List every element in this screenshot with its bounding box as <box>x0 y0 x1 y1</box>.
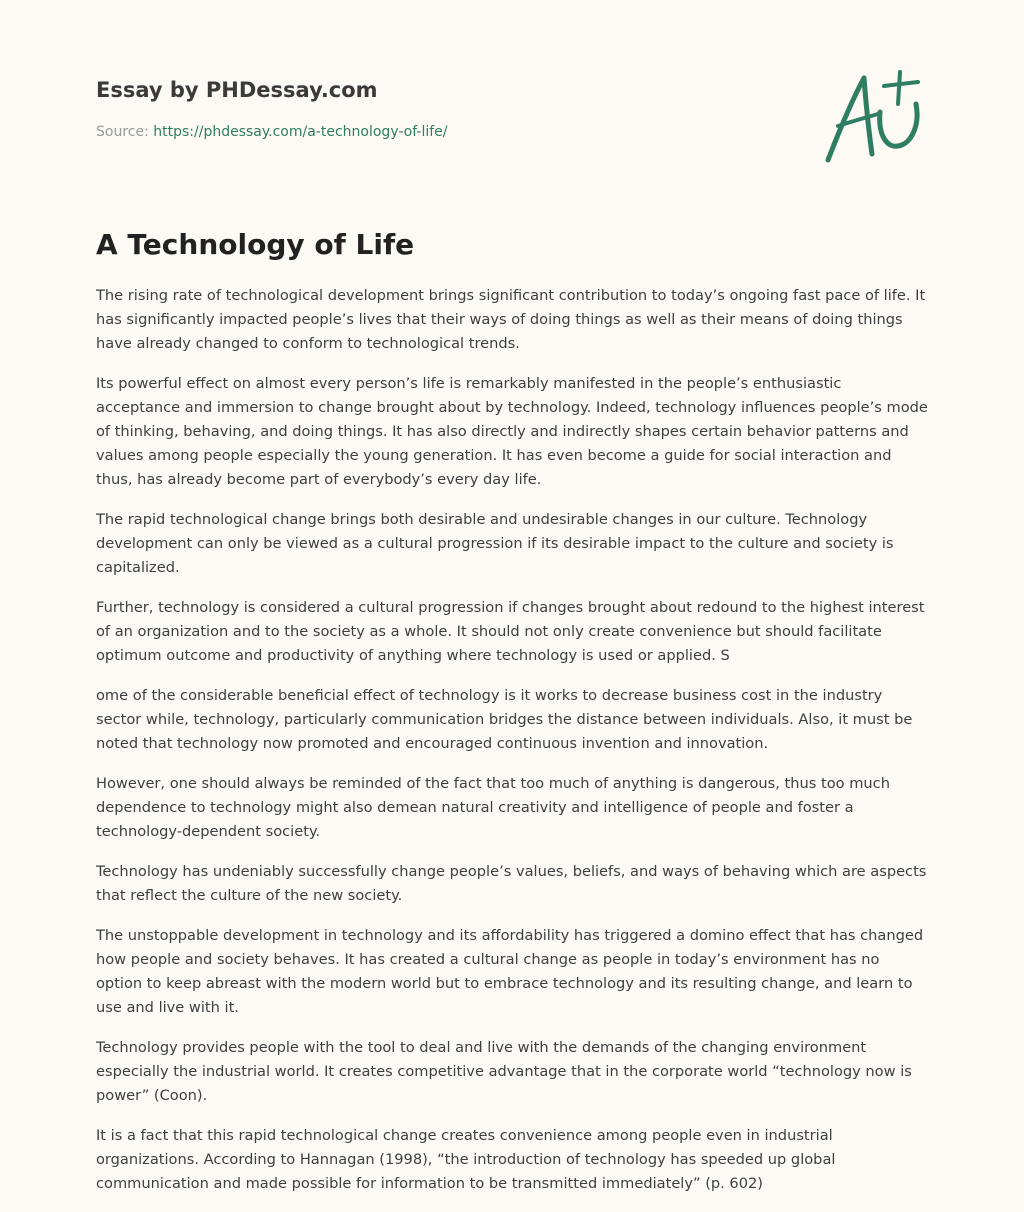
brand-title: Essay by PHDessay.com <box>96 78 378 102</box>
source-line <box>96 122 696 142</box>
paragraph: Its powerful effect on almost every person’s life is remarkably manifested in the people’s enthusiastic acceptance and immersion to change brought about by technology. Indeed, technology influences people’s mode of thinking, behaving, and doing things. It has also directly and indirectly shapes certain behavior patterns and values among people especially the young generation. It has even become a guide for social interaction and thus, has already become part of everybody’s every day life. <box>96 375 928 488</box>
paragraph: Further, technology is considered a cultural progression if changes brought about redound to the highest interest of an organization and to the society as a whole. It should not only create convenience but should facilitate optimum outcome and productivity of anything where technology is used or applied. S <box>96 599 925 664</box>
essay-title: A Technology of Life <box>96 228 415 261</box>
paragraph: The rising rate of technological development brings significant contribution to today’s ongoing fast pace of life. It has significantly impacted people’s lives that their ways of doing things as well as their means of doing things have already changed to conform to technological trends. <box>96 287 926 352</box>
paragraph: ome of the considerable beneficial effect of technology is it works to decrease business cost in the industry sector while, technology, particularly communication bridges the distance between individuals. Also, it must be noted that technology now promoted and encouraged continuous invention and innovation. <box>96 687 913 752</box>
paragraph: The unstoppable development in technology and its affordability has triggered a domino effect that has changed how people and society behaves. It has created a cultural change as people in today’s environment has no option to keep abreast with the modern world but to embrace technology and its resulting change, and learn to use and live with it. <box>96 927 924 1016</box>
essay-header <box>96 74 696 142</box>
paragraph: Technology has undeniably successfully change people’s values, beliefs, and ways of behaving which are aspects that reflect the culture of the new society. <box>96 863 927 904</box>
paragraph: Technology provides people with the tool to deal and live with the demands of the changing environment especially the industrial world. It creates competitive advantage that in the corporate world “technology now is power” (Coon). <box>96 1039 912 1104</box>
paragraph: It is a fact that this rapid technological change creates convenience among people even in industrial organizations. According to Hannagan (1998), “the introduction of technology has speeded up global communication and made possible for information to be transmitted immediately” (p. 602) <box>96 1127 836 1192</box>
a-plus-logo-icon <box>820 64 930 168</box>
source-link[interactable]: https://phdessay.com/a-technology-of-life/ <box>153 124 448 140</box>
paragraph: However, one should always be reminded of the fact that too much of anything is dangerous, thus too much dependence to technology might also demean natural creativity and intelligence of people and foster a technology-dependent society. <box>96 775 890 840</box>
essay-body <box>96 284 930 1212</box>
paragraph: The rapid technological change brings both desirable and undesirable changes in our culture. Technology development can only be viewed as a cultural progression if its desirable impact to the culture and society is capitalized. <box>96 511 894 576</box>
source-label: Source: <box>96 124 154 140</box>
